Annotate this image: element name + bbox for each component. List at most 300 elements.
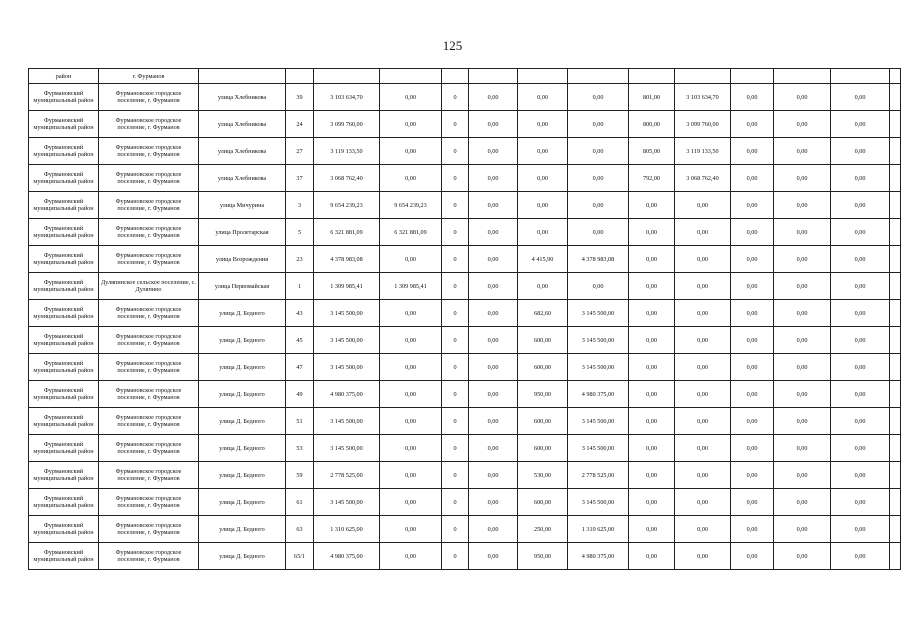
- table-row: [29, 138, 901, 165]
- table-row: [29, 354, 901, 381]
- table-cell: Фурмановское городское поселение, г. Фурманов: [99, 435, 199, 462]
- table-cell: 0,00: [731, 408, 774, 435]
- table-cell: 0,00: [380, 462, 442, 489]
- table-cell: Фурмановский муниципальный район: [29, 138, 99, 165]
- table-cell: Фурмановский муниципальный район: [29, 192, 99, 219]
- table-cell: улица Д. Бедного: [199, 354, 286, 381]
- table-cell: 0,00: [831, 111, 890, 138]
- table-cell: 600,00: [518, 327, 568, 354]
- table-cell: 0,00: [731, 489, 774, 516]
- table-row: [29, 192, 901, 219]
- table-cell: 0,00: [518, 165, 568, 192]
- table-cell: улица Д. Бедного: [199, 462, 286, 489]
- table-cell: 4 980 375,00: [314, 543, 380, 570]
- table-cell: 3 145 500,00: [568, 327, 629, 354]
- table-cell: 0,00: [831, 192, 890, 219]
- table-cell: [469, 69, 518, 84]
- table-cell: 49: [286, 381, 314, 408]
- table-cell: 0,00: [469, 192, 518, 219]
- table-cell: 0,00: [380, 327, 442, 354]
- table-row: [29, 327, 901, 354]
- table-cell: 0,00: [774, 327, 831, 354]
- empty-cell: [890, 84, 901, 111]
- table-cell: [380, 69, 442, 84]
- table-cell: 0,00: [831, 138, 890, 165]
- table-cell: 0,00: [629, 489, 675, 516]
- table-row: [29, 69, 901, 84]
- table-cell: 600,00: [518, 435, 568, 462]
- table-cell: 0,00: [774, 300, 831, 327]
- table-cell: Фурмановское городское поселение, г. Фурманов: [99, 219, 199, 246]
- table-cell: [286, 69, 314, 84]
- table-cell: 59: [286, 462, 314, 489]
- table-cell: 0,00: [731, 111, 774, 138]
- table-cell: 0,00: [675, 273, 731, 300]
- table-cell: 0,00: [629, 192, 675, 219]
- table-cell: Фурмановское городское поселение, г. Фурманов: [99, 165, 199, 192]
- page-number: 125: [442, 38, 463, 53]
- table-cell: 800,00: [629, 111, 675, 138]
- table-cell: улица Д. Бедного: [199, 489, 286, 516]
- table-cell: 0,00: [518, 84, 568, 111]
- table-cell: Фурмановское городское поселение, г. Фурманов: [99, 381, 199, 408]
- table-cell: 0,00: [774, 111, 831, 138]
- table-cell: [314, 69, 380, 84]
- table-cell: 0,00: [831, 327, 890, 354]
- table-cell: 3 145 500,00: [314, 408, 380, 435]
- table-cell: 0,00: [731, 435, 774, 462]
- table-cell: 0,00: [675, 192, 731, 219]
- table-cell: 0,00: [774, 273, 831, 300]
- empty-cell: [890, 138, 901, 165]
- table-cell: улица Д. Бедного: [199, 516, 286, 543]
- empty-cell: [890, 354, 901, 381]
- table-cell: 0,00: [731, 219, 774, 246]
- table-cell: 0,00: [380, 138, 442, 165]
- table-cell: 0,00: [629, 300, 675, 327]
- table-cell: 0: [442, 219, 469, 246]
- table-cell: улица Д. Бедного: [199, 408, 286, 435]
- table-cell: 0,00: [831, 462, 890, 489]
- table-cell: 0,00: [568, 84, 629, 111]
- table-cell: 61: [286, 489, 314, 516]
- table-cell: 0,00: [469, 219, 518, 246]
- table-cell: 0,00: [469, 462, 518, 489]
- table-cell: 0,00: [831, 435, 890, 462]
- table-cell: 0,00: [675, 327, 731, 354]
- table-cell: 805,00: [629, 138, 675, 165]
- table-cell: Фурмановское городское поселение, г. Фурманов: [99, 408, 199, 435]
- table-cell: [518, 69, 568, 84]
- table-cell: 37: [286, 165, 314, 192]
- table-cell: 0,00: [675, 381, 731, 408]
- table-cell: Фурмановское городское поселение, г. Фурманов: [99, 516, 199, 543]
- table-cell: 0,00: [731, 327, 774, 354]
- empty-cell: [890, 489, 901, 516]
- table-cell: 3 103 634,70: [314, 84, 380, 111]
- table-cell: Фурмановский муниципальный район: [29, 435, 99, 462]
- table-cell: 5: [286, 219, 314, 246]
- table-cell: 0,00: [518, 219, 568, 246]
- table-cell: 0,00: [731, 246, 774, 273]
- table-cell: 0: [442, 543, 469, 570]
- table-cell: 3 099 760,00: [314, 111, 380, 138]
- table-cell: Фурмановский муниципальный район: [29, 111, 99, 138]
- table-row: [29, 543, 901, 570]
- table-row: [29, 273, 901, 300]
- table-cell: 0,00: [568, 165, 629, 192]
- table-cell: 0,00: [831, 246, 890, 273]
- table-cell: улица Пролетарская: [199, 219, 286, 246]
- table-cell: Фурмановское городское поселение, г. Фурманов: [99, 462, 199, 489]
- table-cell: 0,00: [675, 435, 731, 462]
- table-cell: 0,00: [469, 84, 518, 111]
- table-cell: 0: [442, 138, 469, 165]
- table-cell: 0,00: [469, 408, 518, 435]
- table-cell: 53: [286, 435, 314, 462]
- table-cell: 4 378 983,08: [568, 246, 629, 273]
- table-cell: 0,00: [731, 84, 774, 111]
- table-cell: 4 415,90: [518, 246, 568, 273]
- table-cell: 950,00: [518, 381, 568, 408]
- table-cell: 0,00: [380, 165, 442, 192]
- table-cell: 0: [442, 516, 469, 543]
- table-cell: 0,00: [774, 408, 831, 435]
- table-cell: 0,00: [831, 543, 890, 570]
- table-cell: Фурмановский муниципальный район: [29, 354, 99, 381]
- table-cell: 0: [442, 489, 469, 516]
- empty-cell: [890, 462, 901, 489]
- table-row: [29, 435, 901, 462]
- table-cell: 0,00: [518, 111, 568, 138]
- table-cell: 0,00: [675, 219, 731, 246]
- table-cell: Фурмановское городское поселение, г. Фурманов: [99, 543, 199, 570]
- table-cell: 27: [286, 138, 314, 165]
- table-cell: Фурмановский муниципальный район: [29, 516, 99, 543]
- table-cell: Фурмановский муниципальный район: [29, 165, 99, 192]
- table-cell: 23: [286, 246, 314, 273]
- table-cell: 0,00: [774, 246, 831, 273]
- table-cell: 1 309 985,41: [314, 273, 380, 300]
- empty-cell: [890, 300, 901, 327]
- table-cell: 0,00: [731, 354, 774, 381]
- table-cell: улица Хлебникова: [199, 111, 286, 138]
- table-cell: 0,00: [469, 246, 518, 273]
- table-cell: 1: [286, 273, 314, 300]
- table-cell: Фурмановский муниципальный район: [29, 543, 99, 570]
- table-cell: 0,00: [380, 543, 442, 570]
- table-cell: 0: [442, 165, 469, 192]
- table-cell: 0: [442, 327, 469, 354]
- table-cell: 0,00: [831, 273, 890, 300]
- table-cell: 3 068 762,40: [675, 165, 731, 192]
- table-cell: 0,00: [731, 138, 774, 165]
- table-cell: 0,00: [831, 84, 890, 111]
- table-cell: [442, 69, 469, 84]
- table-cell: 3: [286, 192, 314, 219]
- table-cell: Фурмановский муниципальный район: [29, 408, 99, 435]
- table-cell: 0,00: [774, 462, 831, 489]
- table-cell: Фурмановское городское поселение, г. Фурманов: [99, 300, 199, 327]
- table-cell: 0,00: [731, 273, 774, 300]
- table-cell: 0,00: [568, 219, 629, 246]
- table-cell: 0,00: [469, 516, 518, 543]
- table-cell: 530,00: [518, 462, 568, 489]
- table-cell: улица Д. Бедного: [199, 543, 286, 570]
- empty-cell: [890, 273, 901, 300]
- table-cell: 3 145 500,00: [314, 354, 380, 381]
- table-cell: Фурмановский муниципальный район: [29, 246, 99, 273]
- table-cell: 3 145 500,00: [314, 327, 380, 354]
- table-cell: 0,00: [731, 381, 774, 408]
- table-cell: 0,00: [675, 489, 731, 516]
- table-row: [29, 516, 901, 543]
- table-cell: Фурмановское городское поселение, г. Фурманов: [99, 138, 199, 165]
- table-cell: Фурмановское городское поселение, г. Фурманов: [99, 354, 199, 381]
- table-cell: 0,00: [774, 489, 831, 516]
- table-cell: 0,00: [518, 273, 568, 300]
- table-row: [29, 219, 901, 246]
- table-cell: 792,00: [629, 165, 675, 192]
- table-cell: 0,00: [380, 408, 442, 435]
- table-cell: [831, 69, 890, 84]
- table-cell: 0,00: [675, 408, 731, 435]
- table-cell: 0,00: [731, 300, 774, 327]
- table-cell: 0,00: [380, 516, 442, 543]
- table-cell: 250,00: [518, 516, 568, 543]
- table-cell: 0,00: [568, 138, 629, 165]
- empty-cell: [890, 516, 901, 543]
- table-row: [29, 381, 901, 408]
- table-cell: 51: [286, 408, 314, 435]
- table-row: [29, 300, 901, 327]
- table-cell: район: [29, 69, 99, 84]
- table-cell: улица Д. Бедного: [199, 435, 286, 462]
- table-cell: 0,00: [831, 516, 890, 543]
- table-cell: 0,00: [731, 543, 774, 570]
- table-cell: 0,00: [831, 408, 890, 435]
- table-cell: 0,00: [469, 543, 518, 570]
- table-cell: [629, 69, 675, 84]
- table-cell: Фурмановское городское поселение, г. Фурманов: [99, 489, 199, 516]
- table-cell: 3 145 500,00: [314, 300, 380, 327]
- table-cell: улица Мичурина: [199, 192, 286, 219]
- table-cell: 0,00: [774, 435, 831, 462]
- table-cell: 0,00: [629, 354, 675, 381]
- table-cell: 3 145 500,00: [314, 435, 380, 462]
- table-cell: 4 378 983,08: [314, 246, 380, 273]
- table-cell: 0: [442, 354, 469, 381]
- table-cell: 0,00: [675, 300, 731, 327]
- table-cell: 600,00: [518, 354, 568, 381]
- table-cell: 4 980 375,00: [314, 381, 380, 408]
- table-cell: 3 145 500,00: [568, 300, 629, 327]
- table-row: [29, 246, 901, 273]
- table-cell: 0,00: [469, 165, 518, 192]
- table-cell: 24: [286, 111, 314, 138]
- table-cell: 39: [286, 84, 314, 111]
- empty-cell: [890, 111, 901, 138]
- table-cell: Фурмановский муниципальный район: [29, 381, 99, 408]
- table-cell: 0,00: [568, 273, 629, 300]
- table-cell: 0,00: [380, 435, 442, 462]
- table-cell: 801,00: [629, 84, 675, 111]
- table-cell: 65/1: [286, 543, 314, 570]
- table-cell: 0,00: [831, 381, 890, 408]
- table-cell: 950,00: [518, 543, 568, 570]
- table-cell: 0,00: [380, 246, 442, 273]
- table-cell: 0: [442, 381, 469, 408]
- table-cell: 600,00: [518, 408, 568, 435]
- table-cell: 0,00: [774, 543, 831, 570]
- table-cell: 682,60: [518, 300, 568, 327]
- table-cell: 3 099 760,00: [675, 111, 731, 138]
- table-cell: 2 778 525,00: [314, 462, 380, 489]
- table-cell: 3 103 634,70: [675, 84, 731, 111]
- table-cell: 0,00: [831, 489, 890, 516]
- table-cell: [199, 69, 286, 84]
- table-cell: 0,00: [675, 543, 731, 570]
- table-cell: 0,00: [629, 219, 675, 246]
- table-cell: 6 321 881,09: [380, 219, 442, 246]
- table-cell: 0,00: [629, 381, 675, 408]
- table-cell: 0,00: [774, 516, 831, 543]
- table-cell: 3 145 500,00: [568, 408, 629, 435]
- table-cell: 0,00: [675, 516, 731, 543]
- table-cell: 0,00: [568, 111, 629, 138]
- table-cell: Фурмановский муниципальный район: [29, 84, 99, 111]
- table-cell: 1 310 625,00: [314, 516, 380, 543]
- table-cell: 45: [286, 327, 314, 354]
- table-cell: 0,00: [675, 462, 731, 489]
- table-cell: 0,00: [629, 327, 675, 354]
- table-cell: 0,00: [774, 192, 831, 219]
- table-row: [29, 165, 901, 192]
- table-cell: 3 145 500,00: [568, 354, 629, 381]
- table-cell: 0,00: [568, 192, 629, 219]
- table-cell: Фурмановский муниципальный район: [29, 219, 99, 246]
- table-cell: 2 778 525,00: [568, 462, 629, 489]
- table-cell: 3 119 133,50: [314, 138, 380, 165]
- empty-cell: [890, 192, 901, 219]
- table-cell: 6 321 881,09: [314, 219, 380, 246]
- empty-cell: [890, 165, 901, 192]
- table-cell: 0,00: [629, 516, 675, 543]
- table-cell: 0: [442, 435, 469, 462]
- table-cell: 0,00: [731, 516, 774, 543]
- empty-cell: [890, 219, 901, 246]
- table-cell: [675, 69, 731, 84]
- table-cell: 0,00: [469, 381, 518, 408]
- table-cell: 0,00: [831, 300, 890, 327]
- table-cell: 0,00: [629, 273, 675, 300]
- table-cell: [774, 69, 831, 84]
- table-cell: 3 068 762,40: [314, 165, 380, 192]
- table-cell: 0,00: [774, 165, 831, 192]
- empty-cell: [890, 246, 901, 273]
- table-cell: Фурмановское городское поселение, г. Фурманов: [99, 246, 199, 273]
- table-cell: 0: [442, 408, 469, 435]
- table-cell: 0,00: [380, 111, 442, 138]
- data-table: [28, 68, 901, 570]
- table-cell: 0,00: [675, 246, 731, 273]
- table-cell: 0,00: [831, 165, 890, 192]
- table-cell: 0,00: [774, 219, 831, 246]
- table-cell: улица Первомайская: [199, 273, 286, 300]
- table-cell: 0,00: [469, 354, 518, 381]
- table-cell: Дуляпинское сельское поселение, с. Дуляпино: [99, 273, 199, 300]
- table-row: [29, 489, 901, 516]
- empty-cell: [890, 327, 901, 354]
- table-cell: 0,00: [774, 84, 831, 111]
- table-cell: Фурмановский муниципальный район: [29, 273, 99, 300]
- table-cell: 4 980 375,00: [568, 543, 629, 570]
- empty-cell: [890, 435, 901, 462]
- table-cell: 0,00: [629, 462, 675, 489]
- table-cell: улица Д. Бедного: [199, 300, 286, 327]
- table-cell: 0,00: [629, 543, 675, 570]
- table-cell: 3 145 500,00: [568, 489, 629, 516]
- table-row: [29, 84, 901, 111]
- table-cell: улица Хлебникова: [199, 165, 286, 192]
- table-cell: 0,00: [380, 489, 442, 516]
- table-cell: 0,00: [469, 327, 518, 354]
- table-cell: 9 654 239,23: [314, 192, 380, 219]
- table-cell: 0: [442, 273, 469, 300]
- table-cell: 0: [442, 84, 469, 111]
- table-cell: улица Возрождения: [199, 246, 286, 273]
- table-cell: 3 145 500,00: [568, 435, 629, 462]
- table-cell: Фурмановское городское поселение, г. Фурманов: [99, 84, 199, 111]
- table-cell: 0,00: [469, 300, 518, 327]
- table-cell: 47: [286, 354, 314, 381]
- table-cell: 0: [442, 300, 469, 327]
- table-cell: Фурмановский муниципальный район: [29, 462, 99, 489]
- table-cell: 0,00: [831, 219, 890, 246]
- table-cell: 3 145 500,00: [314, 489, 380, 516]
- table-cell: улица Д. Бедного: [199, 327, 286, 354]
- table-cell: 0,00: [380, 381, 442, 408]
- table-cell: 0,00: [831, 354, 890, 381]
- table-cell: улица Хлебникова: [199, 84, 286, 111]
- empty-cell: [890, 381, 901, 408]
- table-cell: [890, 69, 901, 84]
- table-cell: [731, 69, 774, 84]
- empty-cell: [890, 408, 901, 435]
- table-cell: 4 980 375,00: [568, 381, 629, 408]
- table-cell: 0: [442, 111, 469, 138]
- table-cell: 0: [442, 462, 469, 489]
- table-cell: 0: [442, 246, 469, 273]
- table-cell: улица Д. Бедного: [199, 381, 286, 408]
- table-cell: 0,00: [380, 84, 442, 111]
- table-cell: 9 654 239,23: [380, 192, 442, 219]
- table-cell: Фурмановский муниципальный район: [29, 327, 99, 354]
- table-cell: 0,00: [731, 192, 774, 219]
- table-cell: 0,00: [774, 354, 831, 381]
- table-cell: Фурмановский муниципальный район: [29, 300, 99, 327]
- table-row: [29, 462, 901, 489]
- table-cell: Фурмановское городское поселение, г. Фурманов: [99, 111, 199, 138]
- table-cell: 0,00: [629, 408, 675, 435]
- table-row: [29, 111, 901, 138]
- table-cell: 0: [442, 192, 469, 219]
- table-cell: 0,00: [469, 111, 518, 138]
- table-cell: Фурмановское городское поселение, г. Фурманов: [99, 327, 199, 354]
- table-cell: [568, 69, 629, 84]
- table-cell: 0,00: [469, 273, 518, 300]
- table-cell: 0,00: [469, 435, 518, 462]
